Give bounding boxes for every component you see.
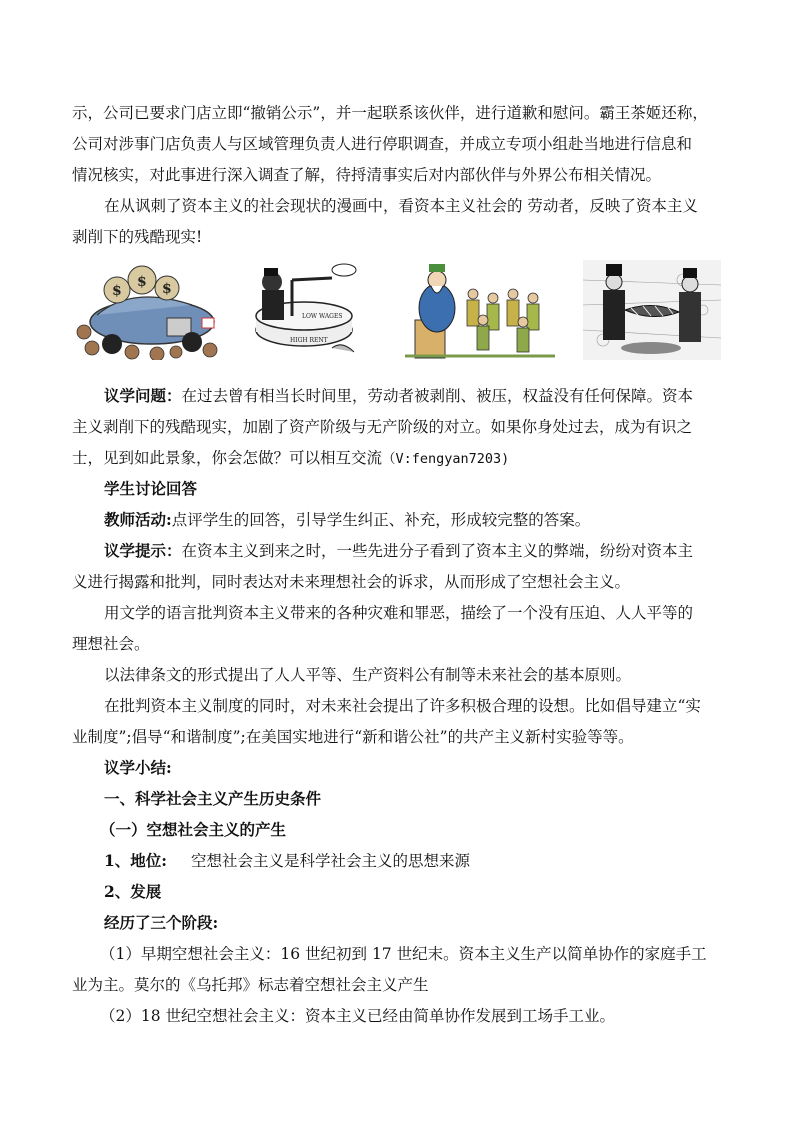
paragraph-line: 主义剥削下的残酷现实，加剧了资产阶级与无产阶级的对立。如果你身处过去，成为有识之: [72, 418, 693, 436]
question-text: 士，见到如此景象，你会怎做？可以相互交流: [72, 449, 383, 467]
high-rent-label: HIGH RENT: [290, 337, 328, 344]
paragraph-line: 理想社会。: [72, 635, 150, 653]
hint-paragraph: [104, 541, 722, 561]
paragraph-line: [72, 448, 722, 469]
hint-label: 议学提示：: [104, 541, 182, 560]
paragraph-line: 剥削下的残酷现实!: [72, 228, 203, 246]
svg-text:$: $: [137, 274, 147, 290]
contact-id: （V:fengyan7203): [382, 451, 510, 467]
paragraph-line: （1）早期空想社会主义：16 世纪初到 17 世纪末。资本主义生产以简单协作的家庭手工: [100, 945, 707, 963]
paragraph-line: （2）18 世纪空想社会主义：资本主义已经由简单协作发展到工场手工业。: [100, 1007, 616, 1025]
student-discussion-heading: 学生讨论回答: [104, 479, 198, 498]
stages-heading: 经历了三个阶段:: [104, 913, 219, 932]
question-paragraph: [104, 386, 722, 406]
item-heading: 2、发展: [104, 882, 162, 901]
car-cartoon-image: [72, 260, 222, 360]
item-line: [104, 851, 722, 871]
item-text: 空想社会主义是科学社会主义的思想来源: [191, 852, 471, 870]
paragraph-line: 示，公司已要求门店立即“撤销公示”，并一起联系该伙伴，进行道歉和慰问。霸王茶姬还称，: [72, 104, 708, 122]
teacher-activity-paragraph: [104, 510, 722, 530]
paragraph-line: 义进行揭露和批判，同时表达对未来理想社会的诉求，从而形成了空想社会主义。: [72, 573, 631, 591]
subsection-heading: （一）空想社会主义的产生: [100, 820, 287, 839]
boss-cartoon-image: [405, 260, 555, 360]
paragraph-line: 用文学的语言批判资本主义带来的各种灾难和罪恶，描绘了一个没有压迫、人人平等的: [104, 604, 694, 622]
wringing-cartoon-image: [583, 260, 721, 360]
svg-text:$: $: [162, 281, 172, 297]
low-wages-label: LOW WAGES: [302, 313, 343, 320]
paragraph-line: 业制度”;倡导“和谐制度”;在美国实地进行“新和谐公社”的共产主义新村实验等等。: [72, 728, 634, 746]
section-heading: 一、科学社会主义产生历史条件: [104, 789, 322, 808]
paragraph-line: 情况核实，对此事进行深入调查了解，待捋清事实后对内部伙伴与外界公布相关情况。: [72, 166, 662, 184]
item-label: 1、地位:: [104, 851, 168, 870]
dollar-sign: $: [112, 283, 122, 299]
paragraph-line: 业为主。莫尔的《乌托邦》标志着空想社会主义产生: [72, 976, 429, 994]
paragraph-line: 公司对涉事门店负责人与区域管理负责人进行停职调查，并成立专项小组赴当地进行信息和: [72, 135, 693, 153]
paragraph-line: 在批判资本主义制度的同时，对未来社会提出了许多积极合理的设想。比如倡导建立“实: [104, 697, 701, 715]
paragraph-line: 在从讽刺了资本主义的社会现状的漫画中，看资本主义社会的 劳动者，反映了资本主义: [104, 197, 698, 215]
summary-heading: 议学小结:: [104, 758, 172, 777]
question-label: 议学问题：: [104, 386, 182, 405]
teacher-label: 教师活动:: [104, 510, 172, 529]
teacher-text: 点评学生的回答，引导学生纠正、补充，形成较完整的答案。: [171, 511, 591, 529]
question-text: 在过去曾有相当长时间里，劳动者被剥削、被压，权益没有任何保障。资本: [181, 387, 694, 405]
wage-mill-cartoon-image: [232, 260, 362, 360]
paragraph-line: 以法律条文的形式提出了人人平等、生产资料公有制等未来社会的基本原则。: [104, 666, 632, 684]
hint-text: 在资本主义到来之时，一些先进分子看到了资本主义的弊端，纷纷对资本主: [181, 542, 694, 560]
